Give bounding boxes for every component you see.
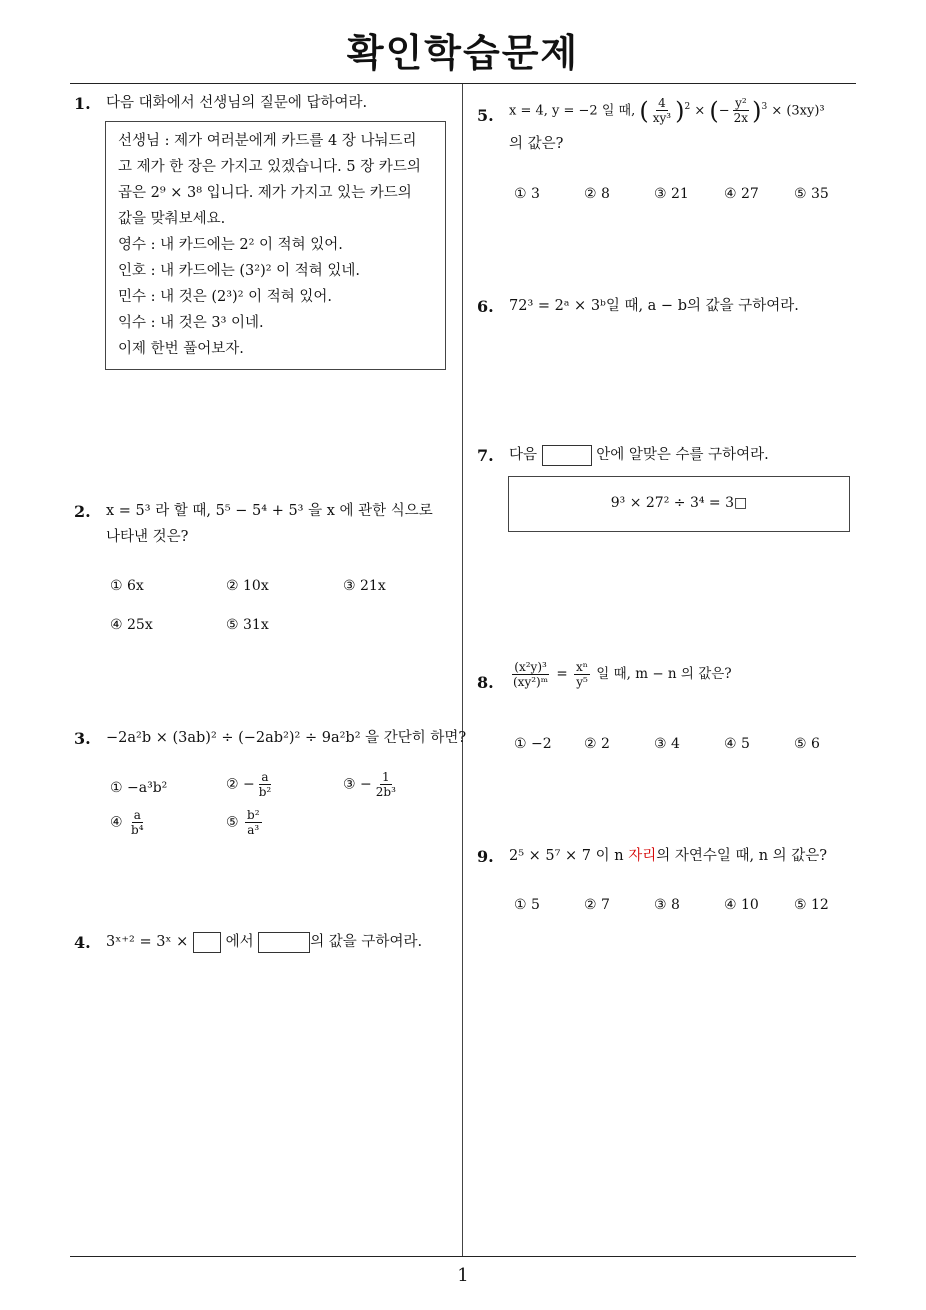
fraction bbox=[374, 770, 398, 799]
question-suffix: 안에 알맞은 수를 구하여라. bbox=[596, 447, 769, 463]
right-paren: ) bbox=[675, 96, 685, 125]
fraction bbox=[511, 660, 550, 689]
right-paren: ) bbox=[752, 96, 762, 125]
equals-sign: = bbox=[556, 666, 568, 682]
question-9-choice-2[interactable]: ② 7 bbox=[584, 897, 610, 913]
left-paren: ( bbox=[639, 96, 649, 125]
question-2-line-2: 나타낸 것은? bbox=[106, 529, 189, 545]
question-4-text bbox=[106, 929, 422, 955]
dialogue-line: 민수 : 내 것은 (2³)² 이 적혀 있어. bbox=[118, 289, 332, 305]
question-suffix: 의 값을 구하여라. bbox=[310, 934, 423, 950]
question-8-choice-1[interactable]: ① −2 bbox=[514, 736, 552, 752]
question-prefix: 2⁵ × 5⁷ × 7 이 n bbox=[509, 848, 624, 864]
question-2-choice-4[interactable]: ④ 25x bbox=[110, 617, 153, 633]
numerator: 4 bbox=[658, 96, 666, 111]
times-sign: × bbox=[694, 103, 706, 119]
numerator: (x²y)³ bbox=[514, 660, 547, 674]
dialogue-line: 고 제가 한 장은 가지고 있겠습니다. 5 장 카드의 bbox=[118, 159, 421, 175]
exponent: 2 bbox=[684, 102, 691, 112]
question-5-choice-5[interactable]: ⑤ 35 bbox=[794, 186, 829, 202]
dialogue-line: 곱은 2⁹ × 3⁸ 입니다. 제가 가지고 있는 카드의 bbox=[118, 185, 412, 201]
minus-sign: − bbox=[718, 103, 730, 119]
dialogue-line: 선생님 : 제가 여러분에게 카드를 4 장 나눠드리 bbox=[118, 133, 417, 149]
answer-blank-1[interactable] bbox=[193, 932, 221, 953]
dialogue-line: 이제 한번 풀어보자. bbox=[118, 341, 244, 357]
minus-sign: − bbox=[360, 776, 372, 793]
denominator: 2x bbox=[733, 111, 749, 126]
fraction bbox=[574, 660, 590, 689]
question-6-text: 72³ = 2ᵃ × 3ᵇ일 때, a − b의 값을 구하여라. bbox=[509, 298, 799, 314]
dialogue-line: 영수 : 내 카드에는 2² 이 적혀 있어. bbox=[118, 237, 343, 253]
column-divider bbox=[462, 84, 463, 1256]
numerator: b² bbox=[247, 808, 260, 822]
denominator: xy³ bbox=[652, 111, 672, 126]
question-suffix: 일 때, m − n 의 값은? bbox=[596, 666, 732, 682]
question-8-choice-3[interactable]: ③ 4 bbox=[654, 736, 680, 752]
denominator: b² bbox=[258, 785, 272, 799]
denominator: b⁴ bbox=[131, 823, 144, 837]
dialogue-line: 값을 맞춰보세요. bbox=[118, 211, 226, 227]
question-2-line-1: x = 5³ 라 할 때, 5⁵ − 5⁴ + 5³ 을 x 에 관한 식으로 bbox=[106, 503, 433, 519]
question-5-choice-2[interactable]: ② 8 bbox=[584, 186, 610, 202]
question-3-choice-1[interactable]: ① −a³b² bbox=[110, 780, 168, 796]
fraction bbox=[732, 96, 750, 125]
question-9-choice-3[interactable]: ③ 8 bbox=[654, 897, 680, 913]
dialogue-lines bbox=[118, 128, 440, 362]
fraction bbox=[651, 96, 673, 125]
question-1-text: 다음 대화에서 선생님의 질문에 답하여라. bbox=[106, 95, 368, 111]
question-5-choice-3[interactable]: ③ 21 bbox=[654, 186, 689, 202]
question-8-text bbox=[509, 660, 732, 689]
question-2-number: 2. bbox=[74, 502, 91, 521]
numerator: 1 bbox=[382, 770, 390, 784]
question-2-choice-3[interactable]: ③ 21x bbox=[343, 578, 386, 594]
question-7-number: 7. bbox=[477, 446, 494, 465]
question-5-expression bbox=[509, 94, 825, 125]
bottom-rule bbox=[70, 1256, 856, 1257]
equation-text: 9³ × 27² ÷ 3⁴ = 3□ bbox=[610, 495, 748, 511]
fraction bbox=[257, 770, 274, 799]
denominator: a³ bbox=[247, 823, 260, 837]
fraction bbox=[245, 808, 262, 837]
question-7-text bbox=[509, 442, 769, 468]
condition-text: x = 4, y = −2 일 때, bbox=[509, 103, 636, 119]
question-9-choice-5[interactable]: ⑤ 12 bbox=[794, 897, 829, 913]
answer-blank[interactable] bbox=[542, 445, 592, 466]
denominator: y⁵ bbox=[576, 675, 588, 689]
question-suffix: 의 자연수일 때, n 의 값은? bbox=[656, 848, 828, 864]
choice-mark: ④ bbox=[110, 814, 123, 831]
page-number: 1 bbox=[457, 1265, 469, 1286]
question-9-choice-1[interactable]: ① 5 bbox=[514, 897, 540, 913]
question-9-text bbox=[509, 843, 827, 869]
question-2-choice-1[interactable]: ① 6x bbox=[110, 578, 144, 594]
question-3-choice-2[interactable] bbox=[226, 770, 275, 799]
denominator: (xy²)ᵐ bbox=[513, 675, 549, 689]
connector-text: 에서 bbox=[225, 934, 254, 950]
question-3-choice-5[interactable] bbox=[226, 808, 264, 837]
dialogue-line: 인호 : 내 카드에는 (3²)² 이 적혀 있네. bbox=[118, 263, 361, 279]
question-6-number: 6. bbox=[477, 297, 494, 316]
choice-mark: ⑤ bbox=[226, 814, 239, 831]
question-2-choice-2[interactable]: ② 10x bbox=[226, 578, 269, 594]
choice-mark: ② bbox=[226, 776, 239, 793]
question-8-choice-4[interactable]: ④ 5 bbox=[724, 736, 750, 752]
denominator: 2b³ bbox=[375, 785, 396, 799]
question-5-number: 5. bbox=[477, 106, 494, 125]
question-4-number: 4. bbox=[74, 933, 91, 952]
question-8-choice-5[interactable]: ⑤ 6 bbox=[794, 736, 820, 752]
question-5-choice-4[interactable]: ④ 27 bbox=[724, 186, 759, 202]
question-9-choice-4[interactable]: ④ 10 bbox=[724, 897, 759, 913]
expression-suffix: × (3xy)³ bbox=[771, 103, 825, 119]
fraction bbox=[129, 808, 146, 837]
minus-sign: − bbox=[243, 776, 255, 793]
question-3-text: −2a²b × (3ab)² ÷ (−2ab²)² ÷ 9a²b² 을 간단히 하면? bbox=[106, 730, 467, 746]
left-paren: ( bbox=[709, 96, 719, 125]
highlighted-word: 자리 bbox=[628, 848, 657, 864]
question-7-equation-box bbox=[508, 476, 850, 532]
top-rule bbox=[70, 83, 856, 84]
dialogue-line: 익수 : 내 것은 3³ 이네. bbox=[118, 315, 264, 331]
equation-prefix: 3ˣ⁺² = 3ˣ × bbox=[106, 934, 189, 950]
numerator: xⁿ bbox=[576, 660, 588, 674]
answer-blank-2[interactable] bbox=[258, 932, 310, 953]
question-8-choice-2[interactable]: ② 2 bbox=[584, 736, 610, 752]
question-5-choice-1[interactable]: ① 3 bbox=[514, 186, 540, 202]
page-title: 확인학습문제 bbox=[346, 31, 580, 75]
numerator: y² bbox=[735, 96, 747, 111]
question-prefix: 다음 bbox=[509, 447, 538, 463]
question-9-number: 9. bbox=[477, 847, 494, 866]
question-1-number: 1. bbox=[74, 94, 91, 113]
question-8-number: 8. bbox=[477, 673, 494, 692]
question-3-choice-4[interactable] bbox=[110, 808, 148, 837]
question-5-line-2: 의 값은? bbox=[509, 136, 564, 152]
question-2-choice-5[interactable]: ⑤ 31x bbox=[226, 617, 269, 633]
numerator: a bbox=[133, 808, 141, 822]
question-3-number: 3. bbox=[74, 729, 91, 748]
exponent: 3 bbox=[761, 102, 768, 112]
question-1-dialogue-box bbox=[105, 121, 446, 370]
question-3-choice-3[interactable] bbox=[343, 770, 400, 799]
numerator: a bbox=[261, 770, 269, 784]
choice-mark: ③ bbox=[343, 776, 356, 793]
